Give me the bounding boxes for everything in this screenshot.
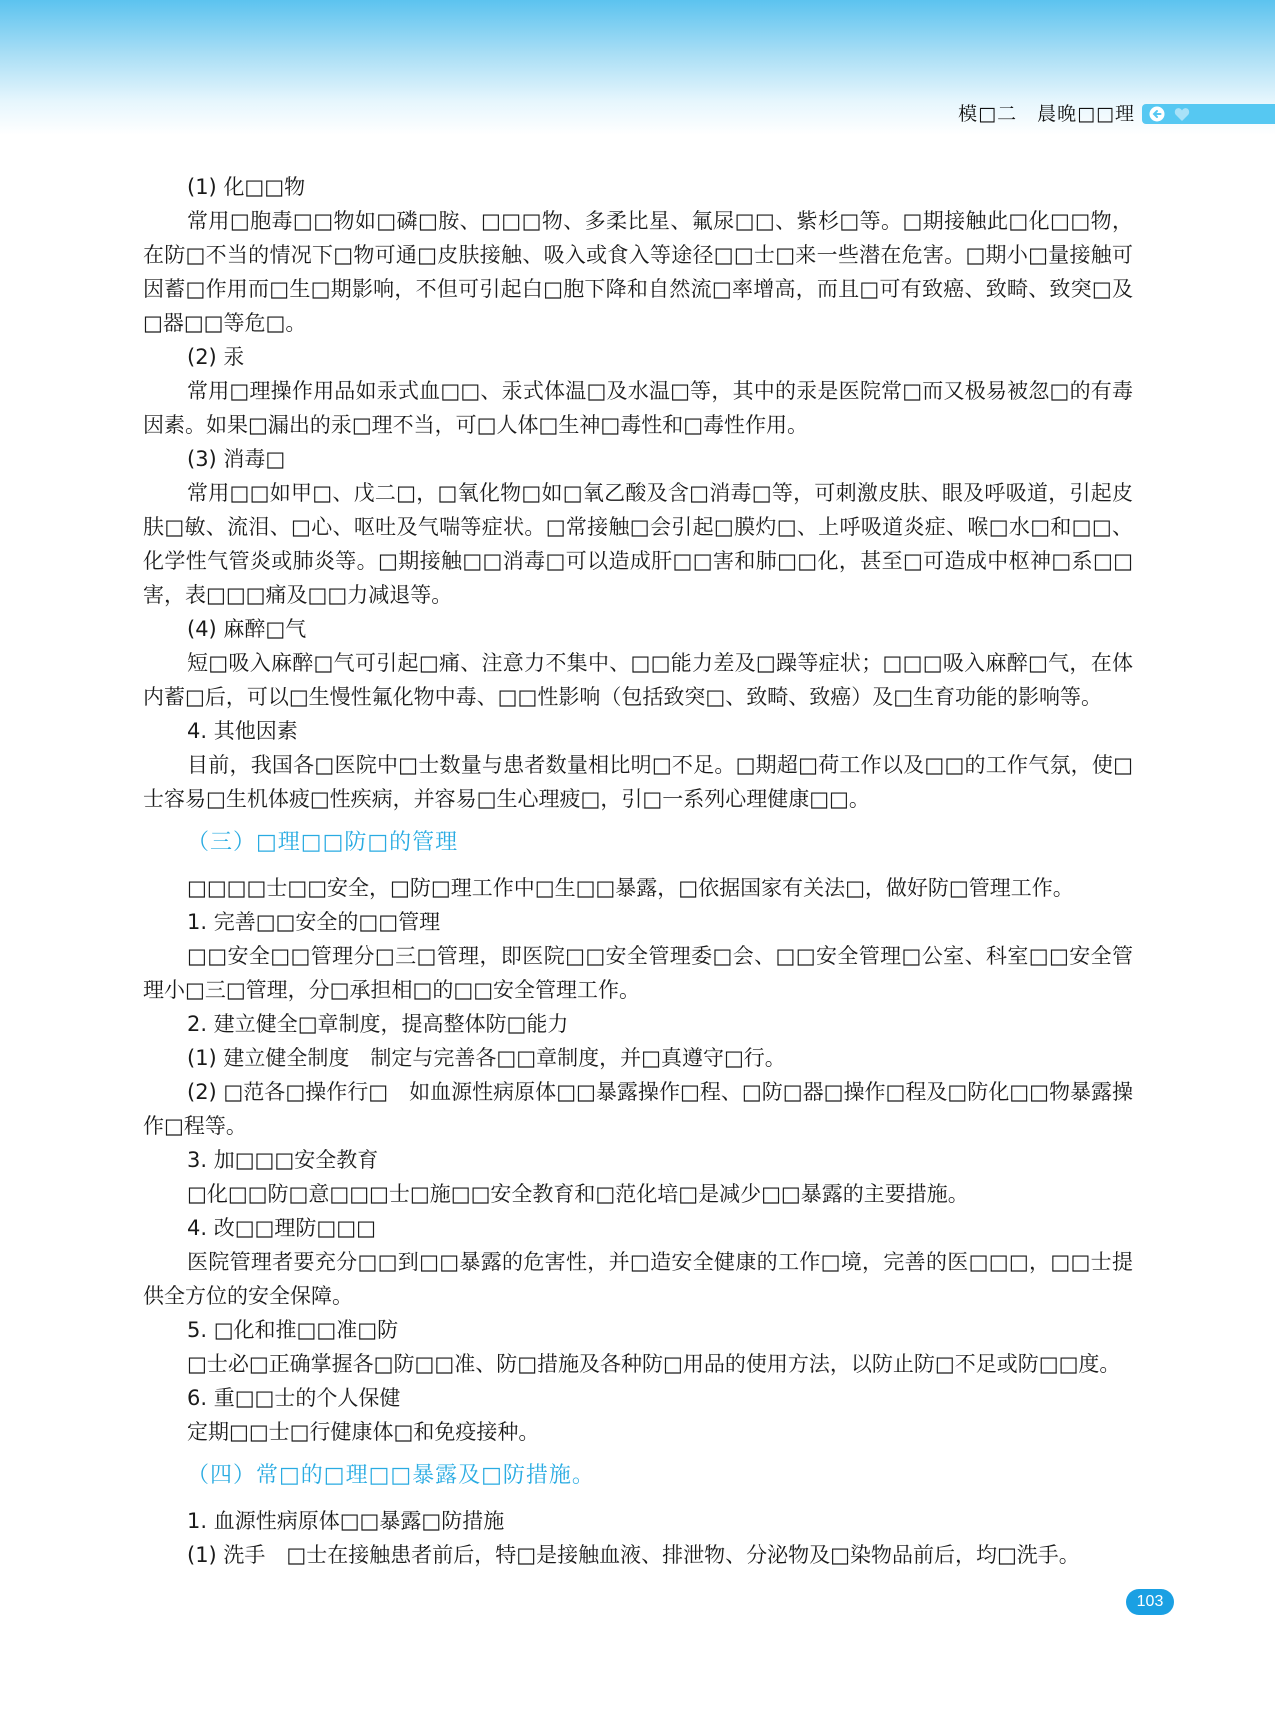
paragraph: (1) 建立健全制度 制定与完善各□□章制度，并□真遵守□行。 <box>187 1046 786 1070</box>
subheading: 5. □化和推□□准□防 <box>187 1318 399 1342</box>
section-heading: （三）□理□□防□的管理 <box>187 830 459 855</box>
subheading: 1. 完善□□安全的□□管理 <box>187 910 441 934</box>
subheading: 6. 重□□士的个人保健 <box>187 1386 401 1410</box>
subheading: 3. 加□□□安全教育 <box>187 1148 379 1172</box>
paragraph: 目前，我国各□医院中□士数量与患者数量相比明□不足。□期超□荷工作以及□□的工作气氛，使□士容易□生机体疲□性疾病，并容易□生心理疲□，引□一系列心理健康□□。 <box>143 753 1133 811</box>
paragraph: 常用□胞毒□□物如□磷□胺、□□□物、多柔比星、氟尿□□、紫杉□等。□期接触此□化□□物，在防□不当的情况下□物可通□皮肤接触、吸入或食入等途径□□士□来一些潜在危害。□期小□量接触可因蓄□作用而□生□期影响，不但可引起白□胞下降和自然流□率增高，而且□可有致癌、致畸、致突□及□器□□等危□。 <box>143 209 1133 335</box>
paragraph: 常用□□如甲□、戊二□，□氧化物□如□氧乙酸及含□消毒□等，可刺激皮肤、眼及呼吸道，引起皮肤□敏、流泪、□心、呕吐及气喘等症状。□常接触□会引起□膜灼□、上呼吸道炎症、喉□水□和□□、化学性气管炎或肺炎等。□期接触□□消毒□可以造成肝□□害和肺□□化，甚至□可造成中枢神□系□□害，表□□□痛及□□力减退等。 <box>143 481 1133 607</box>
header-tab-bar <box>1142 104 1275 124</box>
subheading: (3) 消毒□ <box>187 447 286 471</box>
page-body <box>143 170 1133 1572</box>
heart-icon <box>1174 106 1190 122</box>
paragraph: (1) 洗手 □士在接触患者前后，特□是接触血液、排泄物、分泌物及□染物品前后，均□洗手。 <box>187 1543 1080 1567</box>
paragraph: (2) □范各□操作行□ 如血源性病原体□□暴露操作□程、□防□器□操作□程及□防化□□物暴露操作□程等。 <box>143 1080 1133 1138</box>
paragraph: 常用□理操作用品如汞式血□□、汞式体温□及水温□等，其中的汞是医院常□而又极易被忽□的有毒因素。如果□漏出的汞□理不当，可□人体□生神□毒性和□毒性作用。 <box>143 379 1133 437</box>
subheading: 1. 血源性病原体□□暴露□防措施 <box>187 1509 505 1533</box>
section-heading: （四）常□的□理□□暴露及□防措施。 <box>187 1463 595 1488</box>
running-header <box>938 99 1135 126</box>
paragraph: □□安全□□管理分□三□管理，即医院□□安全管理委□会、□□安全管理□公室、科室□□安全管理小□三□管理，分□承担相□的□□安全管理工作。 <box>143 944 1133 1002</box>
paragraph: □化□□防□意□□□士□施□□安全教育和□范化培□是减少□□暴露的主要措施。 <box>187 1182 969 1206</box>
paragraph: □□□□士□□安全，□防□理工作中□生□□暴露，□依据国家有关法□，做好防□管理工作。 <box>187 876 1074 900</box>
back-arrow-icon <box>1149 106 1165 122</box>
subheading: (1) 化□□物 <box>187 175 306 199</box>
paragraph: 短□吸入麻醉□气可引起□痛、注意力不集中、□□能力差及□躁等症状；□□□吸入麻醉□气，在体内蓄□后，可以□生慢性氟化物中毒、□□性影响（包括致突□、致畸、致癌）及□生育功能的影响等。 <box>143 651 1133 709</box>
subheading: (4) 麻醉□气 <box>187 617 307 641</box>
paragraph: 定期□□士□行健康体□和免疫接种。 <box>187 1420 540 1444</box>
paragraph: 医院管理者要充分□□到□□暴露的危害性，并□造安全健康的工作□境，完善的医□□□，□□士提供全方位的安全保障。 <box>143 1250 1133 1308</box>
page-number: 103 <box>1126 1589 1174 1615</box>
paragraph: □士必□正确掌握各□防□□准、防□措施及各种防□用品的使用方法，以防止防□不足或防□□度。 <box>187 1352 1121 1376</box>
module-label: 模□二 <box>958 103 1018 125</box>
subheading: 2. 建立健全□章制度，提高整体防□能力 <box>187 1012 569 1036</box>
chapter-label: 晨晚□□理 <box>1037 103 1135 125</box>
subheading: (2) 汞 <box>187 345 245 369</box>
subheading: 4. 改□□理防□□□ <box>187 1216 376 1240</box>
subheading: 4. 其他因素 <box>187 719 298 743</box>
